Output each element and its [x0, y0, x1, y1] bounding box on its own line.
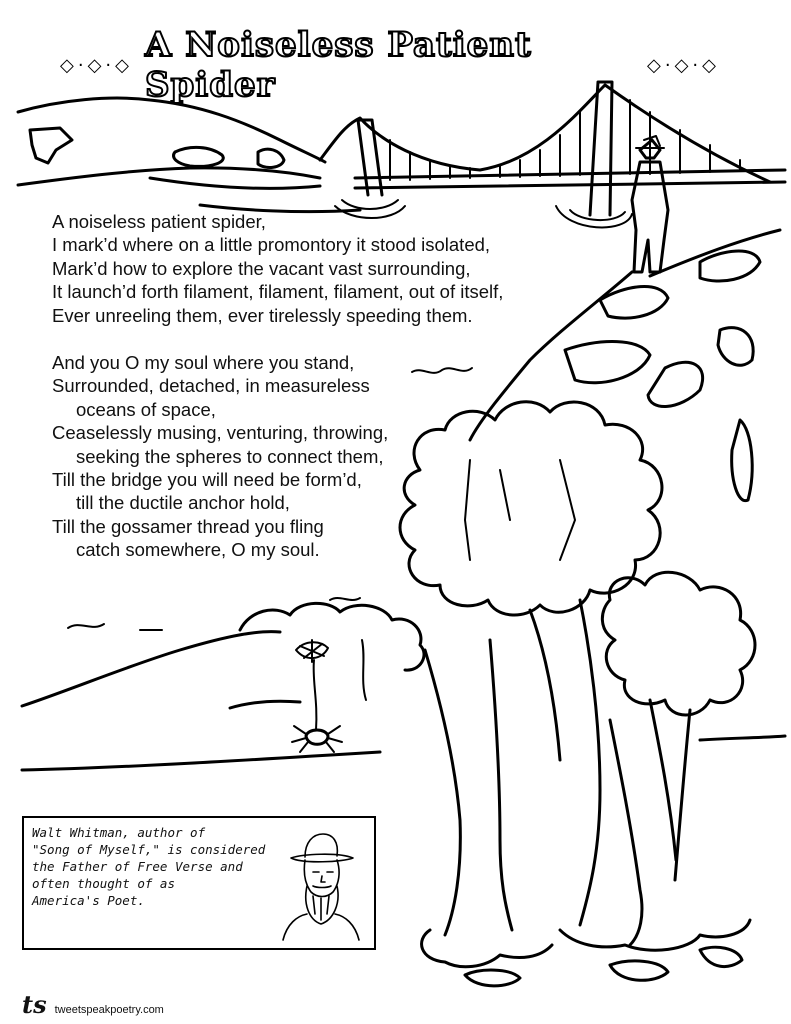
- tree-canopy-2: [602, 572, 755, 715]
- title-ornament-right: ◇·◇·◇: [647, 54, 720, 76]
- tree-trunk: [490, 640, 512, 930]
- lower-hill: [22, 632, 280, 706]
- rock-patch: [732, 420, 752, 501]
- promontory-edge: [650, 230, 780, 276]
- bio-line: the Father of Free Verse and: [32, 859, 243, 874]
- ground-line: [22, 752, 380, 770]
- water-ripple: [556, 206, 632, 227]
- ground-stone: [700, 947, 742, 966]
- rock-patch: [700, 251, 760, 281]
- tree-trunk: [610, 720, 642, 945]
- spider-web: [296, 640, 328, 662]
- poem-line: seeking the spheres to connect them,: [76, 445, 384, 467]
- title-text: A Noiseless Patient Spider: [144, 25, 532, 105]
- whitman-portrait: [273, 824, 368, 942]
- moss-strand: [362, 640, 366, 700]
- lower-hill: [230, 701, 300, 708]
- bridge-deck: [355, 182, 785, 188]
- rock-patch: [648, 362, 703, 406]
- poem-line: Till the bridge you will need be form’d,: [52, 469, 362, 491]
- rock-patch: [565, 342, 650, 383]
- tweetspeak-logo: ts: [22, 990, 47, 1019]
- hill-patch: [258, 149, 284, 167]
- poem-line: till the ductile anchor hold,: [76, 492, 290, 514]
- ground-stone: [465, 970, 520, 986]
- tree-roots: [560, 920, 750, 950]
- poem-line: oceans of space,: [76, 398, 216, 420]
- tree-roots: [422, 930, 552, 967]
- poem-line: And you O my soul where you stand,: [52, 352, 355, 374]
- tree-trunk: [650, 700, 676, 860]
- author-bio-text: [32, 824, 292, 909]
- hill-patch: [173, 147, 223, 166]
- rock-patch: [718, 328, 753, 366]
- bridge-tower-left: [358, 120, 382, 195]
- bio-line: "Song of Myself," is considered: [32, 842, 266, 857]
- poem-line: catch somewhere, O my soul.: [76, 539, 320, 561]
- poem-text: [52, 210, 522, 562]
- poem-line: Till the gossamer thread you fling: [52, 515, 324, 537]
- author-bio-box: [22, 816, 376, 950]
- spider-body: [306, 730, 328, 744]
- ground-stone: [610, 961, 668, 980]
- poem-line: Ever unreeling them, ever tirelessly speeding them.: [52, 304, 473, 326]
- hill-patch: [30, 128, 72, 163]
- water-wave: [68, 624, 104, 628]
- shore-line: [150, 178, 320, 188]
- water-wave: [330, 598, 360, 600]
- tree-trunk: [530, 610, 560, 760]
- poem-line: I mark’d where on a little promontory it stood isolated,: [52, 234, 491, 256]
- bio-line: Walt Whitman, author of: [32, 825, 206, 840]
- ground-line: [700, 736, 785, 740]
- tree-trunk: [675, 710, 690, 880]
- stanza-break: [52, 327, 522, 351]
- bio-line: America's Poet.: [32, 893, 145, 908]
- footer: [22, 990, 164, 1019]
- tree-trunk: [425, 650, 460, 935]
- page-title: [60, 25, 720, 105]
- poem-line: Mark’d how to explore the vacant vast surrounding,: [52, 257, 471, 279]
- poem-line: A noiseless patient spider,: [52, 211, 266, 232]
- bio-line: often thought of as: [32, 876, 175, 891]
- spider-thread: [314, 660, 317, 730]
- poem-line: It launch’d forth filament, filament, filament, out of itself,: [52, 281, 504, 303]
- title-ornament-left: ◇·◇·◇: [60, 54, 133, 76]
- poem-line: Ceaselessly musing, venturing, throwing,: [52, 422, 389, 444]
- site-url[interactable]: tweetspeakpoetry.com: [54, 1004, 164, 1016]
- poem-line: Surrounded, detached, in measureless: [52, 375, 370, 397]
- left-canopy: [240, 603, 424, 670]
- bridge-deck: [355, 170, 785, 178]
- far-hill-base: [18, 168, 320, 185]
- tree-trunk: [580, 600, 600, 925]
